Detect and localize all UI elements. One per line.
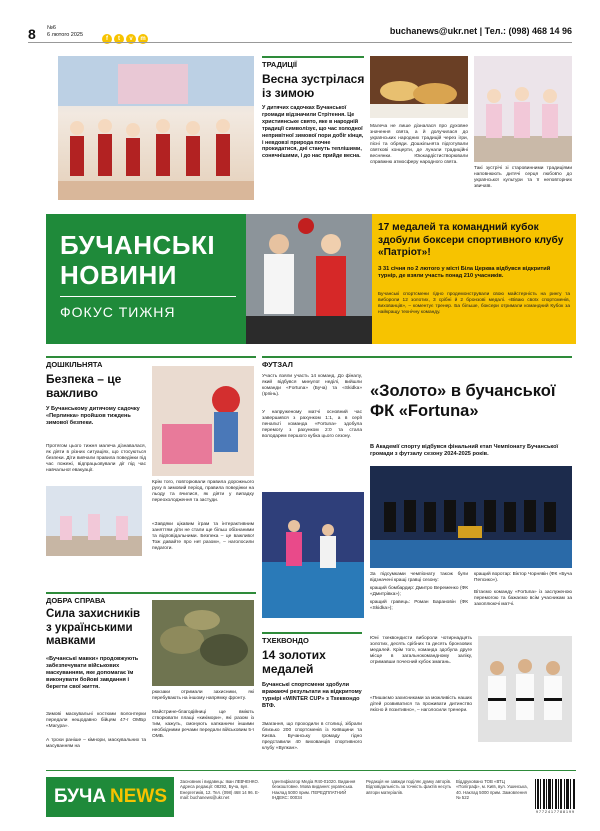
futsal-photo-1 xyxy=(262,492,364,618)
viber-icon[interactable]: v xyxy=(126,34,136,44)
tradition-lead: У дитячих садочках Бучанської громади відзначили Стрітення. Це християнське свято, яке в народній традиції символізує, що час холодної непривітної зимової пори добіг кінця, і невдовзі природа почне прокидатися, дні стануть теплішими, сонячнішими, і до нас прийде весна. xyxy=(262,105,364,160)
taekwondo-title: 14 золотих медалей xyxy=(262,648,326,676)
footer-logo-a: БУЧА xyxy=(54,786,107,807)
futsal-category: ФУТЗАЛ xyxy=(262,356,572,369)
taekwondo-category: ТХЕКВОНДО xyxy=(262,632,362,645)
header-phone: | Тел.: (098) 468 14 96 xyxy=(479,26,572,36)
banner-headline: 17 медалей та командний кубок здобули боксери спортивного клубу «Патріот»! xyxy=(378,222,564,258)
tradition-photo-2 xyxy=(370,56,468,118)
tradition-photo-3 xyxy=(474,56,572,162)
charity-text4: Майстрине-благодійниці ще вміють створювати плащі «кикімори», які разом із тим, кажуть, смонують капканичи іншими необхідними речами передали військовим 5-ї ОМБ. xyxy=(152,710,254,739)
preschool-text1: Протягом цього тижня малеча дізнавалася, як діяти в різних ситуаціях, що стосуються безпеки. Діти вивчали правила поведінки під час пожежі, відпрацьовували дії під час навчальної евакуації. xyxy=(46,444,146,473)
barcode-number: 9 7 7 2 4 1 7 7 8 8 1 9 9 xyxy=(536,810,574,814)
tradition-title: Весна зустрілася із зимою xyxy=(262,72,365,100)
barcode-icon xyxy=(534,779,576,809)
children-group-illustration xyxy=(58,56,254,200)
banner-text: Бучанські спортсмени гідно продемонстрували свою майстерність на рингу та вибороли 12 золотих, 3 срібні й 2 бронзові медалі. «Віваю своїх спортсменів, вихованців», – коментує тренер. Ба більше, боксери отримали командний Кубок за найкращу технічну команду. xyxy=(378,292,570,315)
charity-text2: А трохи раніше – кімнори, маскувальних та масуванням на xyxy=(46,738,146,749)
charity-photo xyxy=(152,600,254,686)
messenger-icon[interactable]: m xyxy=(138,34,148,44)
banner-photo xyxy=(246,214,372,344)
footer-block3: Редакція не завжди поділяє думку авторів. Відповідальність за точність фактів несуть автори матеріалів. xyxy=(366,779,452,795)
futsal-award2: кращий гравець: Роман Барановін (ФК «Skidka»); xyxy=(370,600,468,611)
page-header xyxy=(0,0,600,48)
facebook-icon[interactable]: f xyxy=(102,34,112,44)
header-email[interactable]: buchanews@ukr.net xyxy=(389,26,478,36)
charity-text3: рюкзаки отримали захисники, які перебувають на іншому напрямку фронту. xyxy=(152,690,254,701)
charity-category: ДОБРА СПРАВА xyxy=(46,592,256,605)
focus-banner xyxy=(46,214,576,344)
tradition-category: ТРАДИЦІЇ xyxy=(262,56,364,69)
preschool-photo-2 xyxy=(46,486,142,556)
children-class-illustration xyxy=(46,486,142,556)
footer-block1: Засновник і видавець: Іван ЛЕВЧЕНКО. Адреса редакції: 08292, Буча, вул. Енергетиків, 12. Тел. (098) 468 14 96. E-mail: buchanews@ukr.net xyxy=(180,779,260,801)
preschool-text2: Крім того, повторювали правила дорожнього руху в зимовий період, правила поведінки на льоду та вчилися, як діяти у випадку переохолодження та застуди. xyxy=(152,480,254,503)
issue-date: 6 лютого 2025 xyxy=(47,32,84,38)
charity-title: Сила захисників з українськими мавками xyxy=(46,608,141,647)
footer-block2: Ідентифікатор Медіа R40-01020. Видання безкоштовне. Мова видання: українська. Наклад 5000 прим. ПЕРЕДПЛАТНИЙ ІНДЕКС: 00034 xyxy=(272,779,356,801)
boxer-illustration xyxy=(246,214,372,344)
header-contact xyxy=(390,26,572,36)
footer-barcode xyxy=(534,779,576,817)
children-dance-illustration xyxy=(474,56,572,162)
issue-number: №6 xyxy=(47,25,56,31)
tradition-text-mid: Малеча не лише дізналася про духовне значення свята, а й долучилася до українських народних традицій через ігри, пісні та обряди. Дошкільнята підготували святкові концерти, де лунали традиційні веснянки. Ююкардістистворювали справжню атмосферу народного свята. xyxy=(370,124,468,165)
footer-block4: Віддруковано ТОВ «ВТЦ «Поліграф», м. Київ, вул. Ушинська, 40. Наклад 5000 прим. Замовлення № 522 xyxy=(456,779,528,801)
food-table-illustration xyxy=(370,56,468,118)
preschool-lead: У Бучанському дитячому садочку «Перлинка» пройшов тиждень зимової безпеки. xyxy=(46,406,140,426)
charity-text1: Зимові маскувальні костюми волонтерки передали нещодавно бійцям 47-ї ОМБр «Магура». xyxy=(46,712,146,729)
banner-title-line1: БУЧАНСЬКІ xyxy=(60,230,216,260)
futsal-col2: За підсумками чемпіонату також були відзначені кращі гравці сезону: xyxy=(370,572,468,583)
charity-lead: «Бучанські мавки» продовжують забезпечувати військових маскуванням, яке допомагає їм виконувати бойові завдання і берегти свої життя. xyxy=(46,656,139,690)
futsal-award3: кращий воротар: Віктор Чорнявін (ФК «Буча Пепсико»). xyxy=(474,572,572,583)
tradition-text-right: Такі зустрічі зі старовинними традиціями наповнюють дитячі серця любов'ю до української культури та її неповторних звичаїв. xyxy=(474,166,572,189)
futsal-col1b: У напруженому матчі основний час завершився з рахунком 1:1, а в серії пенальті команда «Fortuna» здобула перемогу з рахунком 2:0 та стала володарем першого кубка цього сезону. xyxy=(262,410,362,439)
futsal-lead: В Академії спорту відбувся фінальний етап Чемпіонату Бучанської громади з футзалу сезону 2024-2025 років. xyxy=(370,444,559,457)
team-photo-illustration xyxy=(370,466,572,568)
taekwondo-text: Змагання, що проходили в столиці, зібрали близько 200 спортсменів із Київщини та Києва. Бучанську громаду гідно представили 40 вихованців спортивного клубу «Вулкан». xyxy=(262,722,362,751)
page-number: 8 xyxy=(28,26,36,42)
futsal-award1: кращий бомбардир: Дмитро Веременко (ФК «Дмитрівка»); xyxy=(370,586,468,597)
header-rule xyxy=(28,42,572,43)
page-footer xyxy=(46,770,576,820)
telegram-icon[interactable]: t xyxy=(114,34,124,44)
futsal-match-illustration xyxy=(262,492,364,618)
futsal-col3: Вітаємо команду «Fortuna» із заслуженою перемогою та бажаємо всім учасникам за захоплюючі матчі. xyxy=(474,590,572,607)
banner-divider xyxy=(60,296,236,297)
camouflage-illustration xyxy=(152,600,254,686)
taekwondo-athletes-illustration xyxy=(478,636,572,742)
banner-lead: З 31 січня по 2 лютого у місті Біла Церква відбувся відкритий турнір, де взяли участь понад 210 учасників. xyxy=(378,266,551,279)
taekwondo-photo xyxy=(478,636,572,742)
futsal-col1: Участь взяли участь 14 команд. До фіналу, який відбувся минулої неділі, вийшли команди «Fortuna» (Буча) та «Skidka» (Ірпінь). xyxy=(262,374,362,397)
taekwondo-text2: Юні тхеквондисти вибороли чотирнадцять золотих, десять срібних та десять бронзових медалей. Крім того, команда здобула друге місце в загальнокомандному заліку, отримавши почесний кубок змагань. xyxy=(370,636,472,665)
taekwondo-text3: «Пишаємо захисниками за можливість наших дітей розвиватися та проживати дитинство якісно й позитивно», – наголосили тренери. xyxy=(370,696,472,713)
preschool-title: Безпека – це важливо xyxy=(46,372,122,400)
banner-subtitle: ФОКУС ТИЖНЯ xyxy=(60,304,176,320)
banner-title-line2: НОВИНИ xyxy=(60,260,177,290)
futsal-title: «Золото» в бучанської ФК «Fortuna» xyxy=(370,382,556,420)
tradition-photo-1 xyxy=(58,56,254,200)
footer-logo-b: NEWS xyxy=(110,786,167,807)
preschool-category: ДОШКІЛЬНЯТА xyxy=(46,356,256,369)
child-fireman-illustration xyxy=(152,366,254,476)
taekwondo-lead: Бучанські спортсмени здобули вражаючі результати на відкритому турнірі «WINTER CUP» з Тхеквондо ВТФ. xyxy=(262,682,362,709)
preschool-photo-1 xyxy=(152,366,254,476)
footer-logo xyxy=(46,777,174,817)
futsal-photo-2 xyxy=(370,466,572,568)
preschool-text3: «Завдяки цікавим іграм та інтерактивним заняттям діти не стали ще більш обізнаними та відповідальними. Безпека – це важливо! Тож давайте про неї разом», – наголосили педагоги. xyxy=(152,522,254,551)
